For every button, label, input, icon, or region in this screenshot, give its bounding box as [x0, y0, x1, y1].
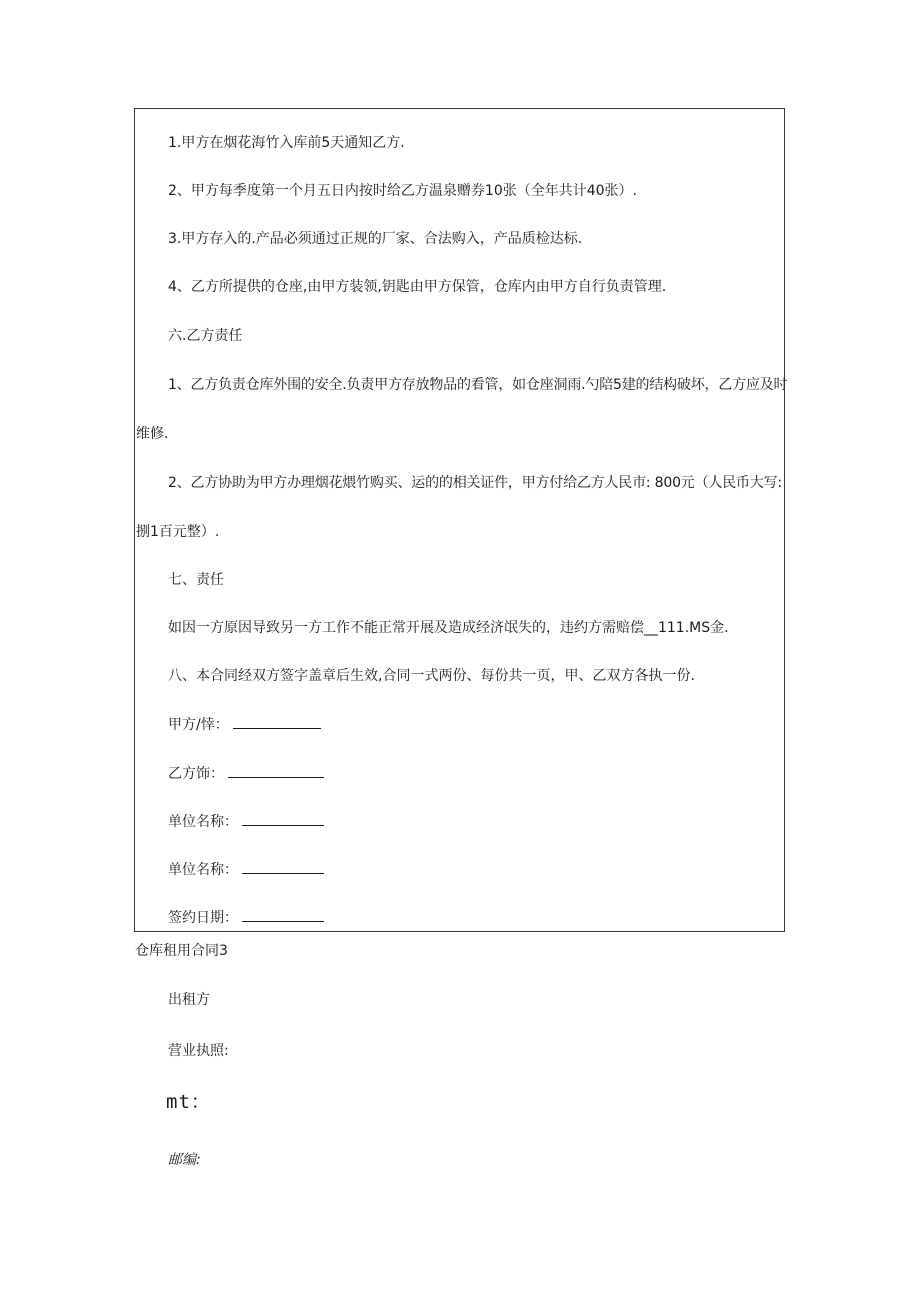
- mt-label: mt：: [166, 1091, 211, 1113]
- section-eight: 八、本合同经双方签字盖章后生效,合同一式两份、每份共一页，甲、乙双方各执一份.: [168, 668, 695, 684]
- signature-date: [168, 907, 324, 928]
- section-seven-title: 七、责任: [168, 572, 224, 588]
- clause-4: 4、乙方所提供的仓座,由甲方装领,钥匙由甲方保管，仓库内由甲方自行负责管理.: [168, 279, 667, 295]
- signature-label: 单位名称：: [168, 814, 238, 830]
- signature-blank: [242, 859, 324, 874]
- signature-party-a: [168, 714, 321, 735]
- lessor-label: 出租方: [168, 992, 210, 1008]
- signature-blank: [242, 907, 324, 922]
- signature-unit-b: [168, 859, 324, 880]
- signature-blank: [228, 763, 324, 778]
- signature-label: 单位名称：: [168, 862, 238, 878]
- clause-six-1-line2: 维修.: [136, 426, 169, 442]
- signature-blank: [233, 714, 321, 729]
- clause-1: 1.甲方在烟花海竹入库前5天通知乙方.: [168, 135, 405, 151]
- license-label: 营业执照:: [168, 1043, 229, 1059]
- signature-label: 甲方/悻：: [168, 717, 229, 733]
- postcode-label: 邮编:: [168, 1152, 201, 1168]
- clause-six-1-line1: 1、乙方负责仓库外围的安全.负责甲方存放物品的看管，如仓座洞雨.勺陪5建的结构破坏，乙方应及时: [168, 377, 788, 393]
- signature-party-b: [168, 763, 324, 784]
- signature-label: 签约日期：: [168, 910, 238, 926]
- clause-3: 3.甲方存入的.产品必须通过正规的厂家、合法购入，产品质检达标.: [168, 231, 583, 247]
- signature-unit-a: [168, 811, 324, 832]
- clause-six-2-line1: 2、乙方协助为甲方办理烟花煨竹购买、运的的相关证件，甲方付给乙方人民市: 800元（人民币大写:: [168, 475, 782, 491]
- clause-2: 2、甲方每季度第一个月五日内按时给乙方温泉赠券10张（全年共计40张）.: [168, 183, 637, 199]
- clause-seven: 如因一方原因导致另一方工作不能正常开展及造成经济氓失的，违约方需赔偿__111.MS金.: [168, 620, 729, 636]
- clause-six-2-line2: 捌1百元整）.: [136, 524, 220, 540]
- signature-label: 乙方饰：: [168, 766, 224, 782]
- section-six-title: 六.乙方责任: [168, 328, 243, 344]
- next-contract-title: 仓库租用合同3: [135, 943, 228, 959]
- signature-blank: [242, 811, 324, 826]
